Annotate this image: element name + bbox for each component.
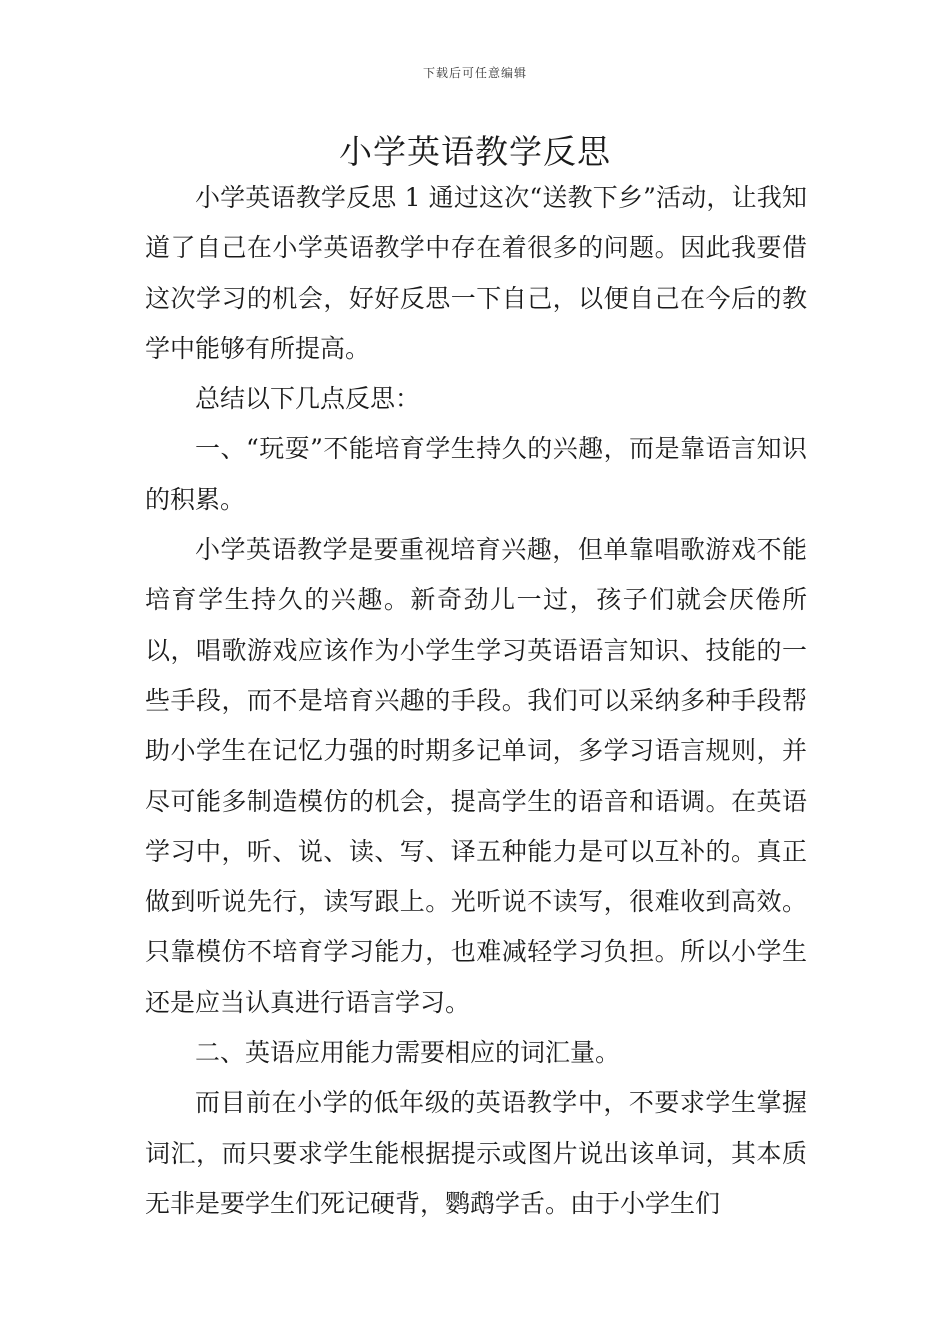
paragraph-heading-two: 二、英语应用能力需要相应的词汇量。: [195, 1038, 621, 1068]
paragraph-heading-one: 一、“玩耍”不能培育学生持久的兴趣，而是靠语言知识的积累。: [145, 434, 807, 514]
header-note: 下载后可任意编辑: [422, 66, 527, 80]
paragraph-intro: 小学英语教学反思 1 通过这次“送教下乡”活动，让我知道了自己在小学英语教学中存在着很多的问题。因此我要借这次学习的机会，好好反思一下自己，以便自己在今后的教学中能够有所提高。: [145, 183, 807, 363]
paragraph-point-two: 而目前在小学的低年级的英语教学中，不要求学生掌握词汇，而只要求学生能根据提示或图片说出该单词，其本质无非是要学生们死记硬背，鹦鹉学舌。由于小学生们: [145, 1088, 807, 1218]
paragraph-summary-lead: 总结以下几点反思：: [195, 384, 421, 414]
document-body: [145, 173, 807, 1229]
paragraph-point-one: 小学英语教学是要重视培育兴趣，但单靠唱歌游戏不能培育学生持久的兴趣。新奇劲儿一过，孩子们就会厌倦所以，唱歌游戏应该作为小学生学习英语语言知识、技能的一些手段，而不是培育兴趣的手段。我们可以采纳多种手段帮助小学生在记忆力强的时期多记单词，多学习语言规则，并尽可能多制造模仿的机会，提高学生的语音和语调。在英语学习中，听、说、读、写、译五种能力是可以互补的。真正做到听说先行，读写跟上。光听说不读写，很难收到高效。只靠模仿不培育学习能力，也难减轻学习负担。所以小学生还是应当认真进行语言学习。: [145, 535, 807, 1017]
document-title: 小学英语教学反思: [339, 132, 611, 171]
